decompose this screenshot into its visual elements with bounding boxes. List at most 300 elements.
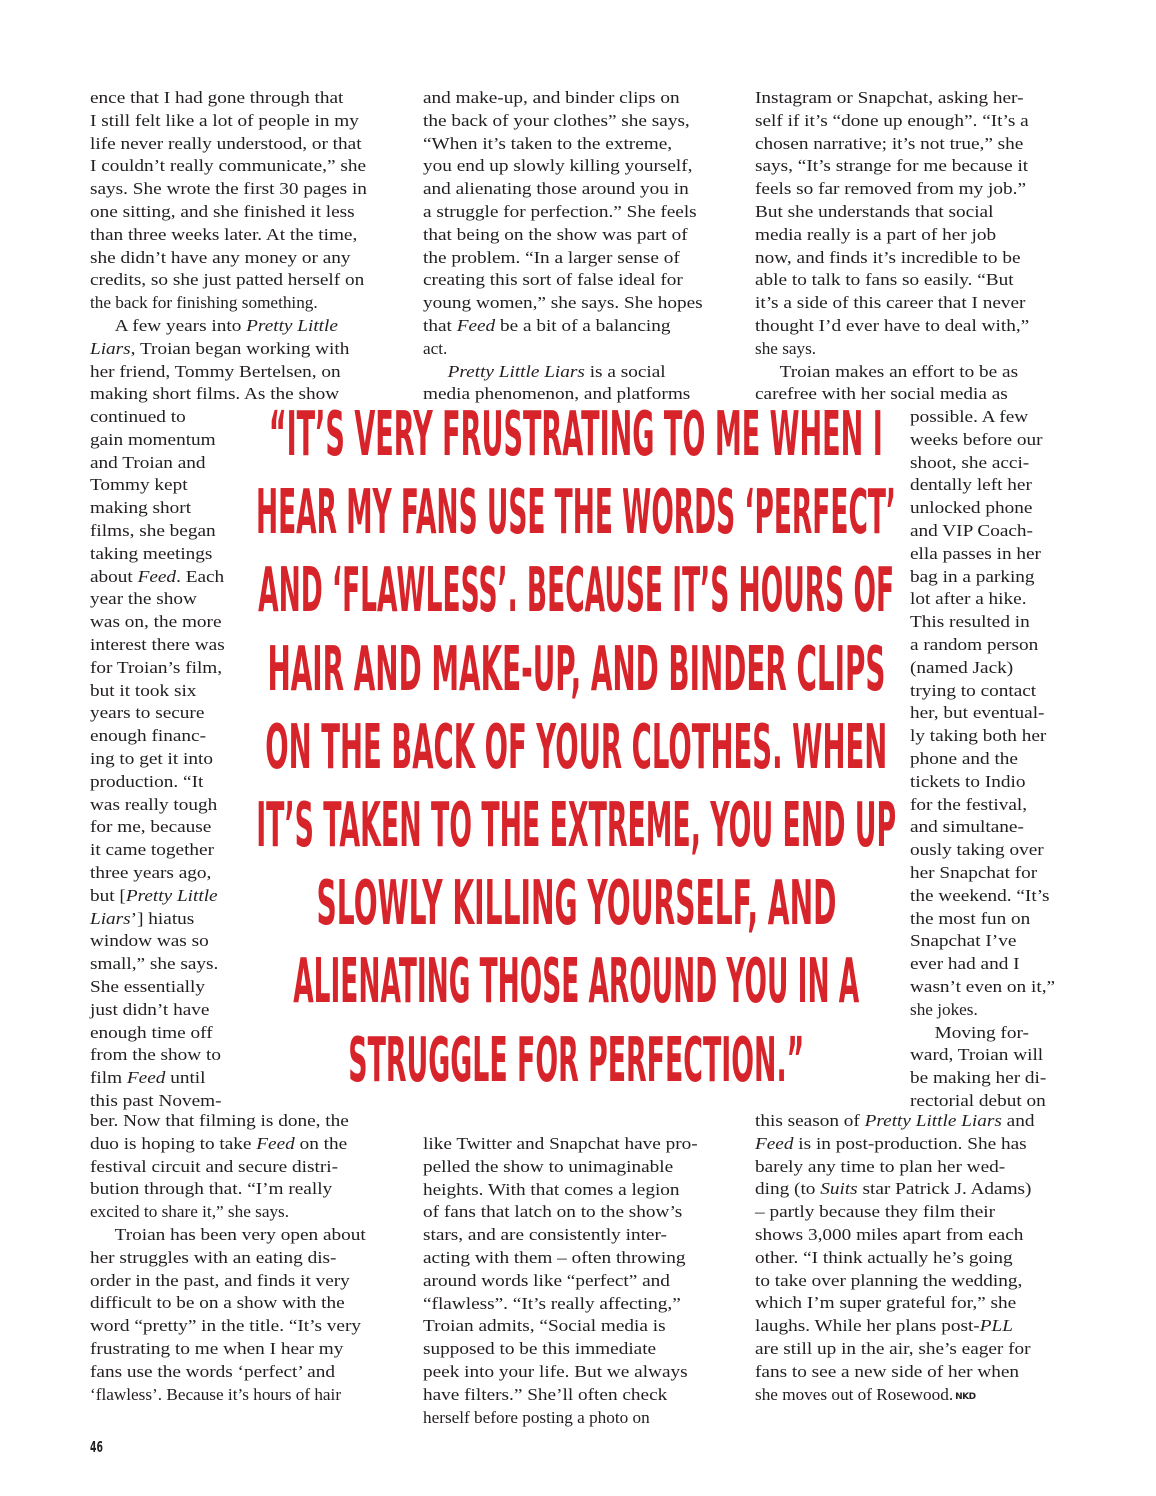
text-line xyxy=(755,133,1113,156)
text-run: carefree with her social media as xyxy=(755,384,1008,404)
text-run: ence that I had gone through that xyxy=(90,88,344,107)
text-line xyxy=(90,999,258,1022)
pull-quote-line xyxy=(240,1022,912,1100)
text-run: it came together xyxy=(90,840,215,860)
text-run: feels so far removed from my job.” xyxy=(755,179,1027,199)
text-line xyxy=(90,976,258,999)
italic-text: Feed xyxy=(256,1133,295,1153)
text-line xyxy=(90,839,258,862)
text-line xyxy=(90,474,258,497)
text-run: like Twitter and Snapchat have pro- xyxy=(423,1134,698,1153)
text-run: barely any time to plan her wed- xyxy=(755,1156,1006,1176)
text-run: a struggle for perfection.” She feels xyxy=(423,201,697,221)
text-line xyxy=(910,474,1089,497)
pull-quote-line xyxy=(240,787,912,865)
text-line xyxy=(90,725,258,748)
text-line xyxy=(90,338,448,361)
text-run: Instagram or Snapchat, asking her- xyxy=(755,88,1024,107)
pull-quote-text: HAIR AND MAKE-UP, AND BINDER CLIPS xyxy=(267,634,885,705)
text-run: small,” she says. xyxy=(90,954,219,974)
text-line xyxy=(910,566,1089,589)
text-run: which I’m super grateful for,” she xyxy=(755,1293,1017,1313)
pull-quote-line xyxy=(240,943,912,1021)
text-run: thought I’d ever have to deal with,” xyxy=(755,315,1030,335)
text-line xyxy=(90,429,258,452)
pull-quote-line xyxy=(240,552,912,630)
text-run: says, “It’s strange for me because it xyxy=(755,156,1029,176)
text-line xyxy=(910,771,1089,794)
text-line xyxy=(755,110,1113,133)
pull-quote-text: HEAR MY FANS USE THE WORDS ‘PERFECT’ xyxy=(255,477,897,549)
text-line xyxy=(423,1156,781,1179)
text-run: film xyxy=(90,1068,127,1088)
text-line xyxy=(423,133,781,156)
text-run: her struggles with an eating dis- xyxy=(90,1247,337,1267)
page-number: 46 xyxy=(90,1438,103,1456)
text-run: three years ago, xyxy=(90,862,212,882)
text-line xyxy=(755,1110,1113,1133)
text-run: . Each xyxy=(176,566,225,586)
text-line xyxy=(423,269,781,292)
text-run: weeks before our xyxy=(910,429,1043,449)
text-run: ever had and I xyxy=(910,954,1020,974)
italic-text: Pretty Little xyxy=(246,315,338,335)
text-run: supposed to be this immediate xyxy=(423,1339,657,1359)
text-run: the weekend. “It’s xyxy=(910,885,1050,905)
text-run: I still felt like a lot of people in my xyxy=(90,110,359,130)
text-run: lot after a hike. xyxy=(910,589,1027,609)
text-run: it’s a side of this career that I never xyxy=(755,293,1026,313)
text-run: continued to xyxy=(90,407,186,426)
text-line xyxy=(755,1292,1113,1315)
text-run: herself before posting a photo on xyxy=(423,1407,650,1427)
text-line xyxy=(423,1201,781,1224)
text-run: I couldn’t really communicate,” she xyxy=(90,156,367,176)
italic-text: Feed xyxy=(755,1133,794,1153)
text-line xyxy=(90,87,448,110)
text-run: her Snapchat for xyxy=(910,862,1038,882)
italic-text: Feed xyxy=(456,315,496,335)
text-run: peek into your life. But we always xyxy=(423,1361,688,1381)
text-run: than three weeks later. At the time, xyxy=(90,224,358,244)
text-line xyxy=(423,1179,781,1202)
text-line xyxy=(423,292,781,315)
text-line xyxy=(755,247,1113,270)
text-run: she didn’t have any money or any xyxy=(90,247,351,267)
text-run: is in post-production. She has xyxy=(793,1133,1027,1153)
text-run: ly taking both her xyxy=(910,726,1047,746)
text-line xyxy=(423,361,781,384)
text-line xyxy=(90,1156,448,1179)
text-line xyxy=(910,680,1089,703)
text-run: ward, Troian will xyxy=(910,1045,1044,1065)
text-line xyxy=(90,680,258,703)
text-run: media phenomenon, and platforms xyxy=(423,384,691,404)
text-line xyxy=(90,1044,258,1067)
text-line xyxy=(910,794,1089,817)
end-mark: NKD xyxy=(955,1391,976,1402)
text-run: have filters.” She’ll often check xyxy=(423,1384,668,1404)
text-line xyxy=(910,999,1070,1022)
text-line xyxy=(910,1022,1089,1045)
text-run: and VIP Coach- xyxy=(910,520,1033,540)
text-line xyxy=(90,1224,448,1247)
text-line xyxy=(90,1201,410,1224)
text-line xyxy=(90,1133,448,1156)
text-run: on the xyxy=(294,1133,348,1153)
text-line xyxy=(90,1022,258,1045)
text-run: one sitting, and she finished it less xyxy=(90,201,355,221)
text-line xyxy=(423,155,781,178)
text-line xyxy=(423,201,781,224)
text-run: shows 3,000 miles apart from each xyxy=(755,1224,1024,1244)
text-line xyxy=(423,1338,781,1361)
text-line xyxy=(910,1044,1089,1067)
text-run: she jokes. xyxy=(910,999,978,1019)
text-line xyxy=(90,702,258,725)
pull-quote-line xyxy=(240,865,912,943)
text-run: and simultane- xyxy=(910,817,1024,837)
column-1-bottom-text xyxy=(90,1110,410,1406)
column-3-top-text xyxy=(755,87,1075,406)
text-line xyxy=(755,1201,1113,1224)
column-2-bottom-text xyxy=(423,1133,743,1429)
column-1-wrap-text xyxy=(90,406,240,1113)
text-run: Troian admits, “Social media is xyxy=(423,1316,666,1336)
text-line xyxy=(90,247,448,270)
column-2-top-text xyxy=(423,87,743,406)
text-run: around words like “perfect” and xyxy=(423,1270,670,1290)
text-line xyxy=(910,497,1089,520)
text-line xyxy=(90,1338,448,1361)
text-line xyxy=(910,429,1089,452)
text-run: just didn’t have xyxy=(90,999,210,1019)
text-line xyxy=(90,315,448,338)
pull-quote-line xyxy=(240,709,912,787)
text-run: , Troian began working with xyxy=(130,338,350,358)
text-run: her, but eventual- xyxy=(910,703,1045,723)
text-line xyxy=(910,953,1089,976)
text-run: possible. A few xyxy=(910,407,1029,426)
text-line xyxy=(90,908,258,931)
text-line xyxy=(423,110,781,133)
text-line xyxy=(90,224,448,247)
text-line xyxy=(90,748,258,771)
text-run: “When it’s taken to the extreme, xyxy=(423,133,673,153)
text-run: enough financ- xyxy=(90,726,206,746)
text-line xyxy=(90,1247,448,1270)
text-run: laughs. While her plans post- xyxy=(755,1316,980,1336)
text-run: shoot, she acci- xyxy=(910,452,1030,472)
text-run: says. She wrote the first 30 pages in xyxy=(90,179,367,199)
text-run: enough time off xyxy=(90,1022,213,1042)
text-run: excited to share it,” she says. xyxy=(90,1202,290,1222)
text-run: ella passes in her xyxy=(910,543,1041,563)
text-run: but [ xyxy=(90,885,126,905)
text-line xyxy=(423,1247,781,1270)
column-3-bottom-text xyxy=(755,1110,1075,1408)
text-line xyxy=(423,224,781,247)
text-run: year the show xyxy=(90,589,197,609)
text-line xyxy=(910,406,1089,429)
text-line xyxy=(423,1270,781,1293)
column-1-top-text xyxy=(90,87,410,406)
text-line xyxy=(90,816,258,839)
text-line xyxy=(910,816,1089,839)
text-line xyxy=(90,1384,410,1407)
text-run: now, and finds it’s incredible to be xyxy=(755,247,1021,267)
text-run: about xyxy=(90,566,138,586)
italic-text: Pretty Little xyxy=(125,885,218,905)
text-run: But she understands that social xyxy=(755,201,994,221)
text-line xyxy=(90,520,258,543)
text-run: difficult to be on a show with the xyxy=(90,1293,345,1313)
text-run: this season of xyxy=(755,1111,865,1130)
text-line xyxy=(755,361,1113,384)
italic-text: Feed xyxy=(137,566,177,586)
text-line xyxy=(910,862,1089,885)
text-run: dentally left her xyxy=(910,475,1032,495)
text-run: This resulted in xyxy=(910,612,1030,632)
text-run: self if it’s “done up enough”. “It’s a xyxy=(755,110,1029,130)
text-run: chosen narrative; it’s not true,” she xyxy=(755,133,1024,153)
text-line xyxy=(423,1384,781,1407)
text-run: duo is hoping to take xyxy=(90,1133,257,1153)
text-line xyxy=(90,1292,448,1315)
text-line xyxy=(755,1270,1113,1293)
text-line xyxy=(755,1338,1113,1361)
text-line xyxy=(90,292,410,315)
text-run: She essentially xyxy=(90,976,205,996)
text-line xyxy=(90,178,448,201)
text-line xyxy=(910,885,1089,908)
text-run: creating this sort of false ideal for xyxy=(423,270,683,290)
text-run: her friend, Tommy Bertelsen, on xyxy=(90,361,341,381)
text-run: ‘flawless’. Because it’s hours of hair xyxy=(90,1384,342,1404)
text-run: be making her di- xyxy=(910,1068,1047,1088)
text-run: years to secure xyxy=(90,703,205,723)
text-run: Snapchat I’ve xyxy=(910,931,1017,951)
text-line xyxy=(910,588,1089,611)
italic-text: Liars xyxy=(90,338,131,358)
text-line xyxy=(755,269,1113,292)
text-run: ing to get it into xyxy=(90,748,213,768)
text-run: ously taking over xyxy=(910,840,1044,860)
text-run: festival circuit and secure distri- xyxy=(90,1156,339,1176)
text-line xyxy=(90,133,448,156)
text-run: – partly because they film their xyxy=(755,1202,996,1222)
text-line xyxy=(90,657,258,680)
text-run: and xyxy=(1001,1111,1035,1130)
text-run: bag in a parking xyxy=(910,566,1035,586)
pull-quote-line xyxy=(240,631,912,709)
pull-quote-text: STRUGGLE FOR PERFECTION.” xyxy=(348,1025,804,1096)
text-run: was on, the more xyxy=(90,612,222,632)
text-line xyxy=(90,1315,448,1338)
text-run: ’] hiatus xyxy=(130,908,195,928)
text-run: she says. xyxy=(755,338,817,358)
text-run: word “pretty” in the title. “It’s very xyxy=(90,1316,362,1336)
text-run: that xyxy=(423,315,457,335)
text-line xyxy=(90,155,448,178)
italic-text: Suits xyxy=(820,1179,858,1199)
text-line xyxy=(423,1361,781,1384)
text-line xyxy=(423,178,781,201)
text-run: production. “It xyxy=(90,771,204,791)
pull-quote-line xyxy=(240,396,912,474)
text-run: Troian makes an effort to be as xyxy=(779,361,1019,381)
text-line xyxy=(910,543,1089,566)
text-line xyxy=(755,338,1075,361)
text-line xyxy=(90,885,258,908)
text-line xyxy=(90,1361,448,1384)
text-line xyxy=(90,794,258,817)
text-line xyxy=(755,1224,1113,1247)
text-run: fans use the words ‘perfect’ and xyxy=(90,1361,335,1381)
italic-text: Pretty Little Liars xyxy=(447,361,585,381)
text-line xyxy=(90,497,258,520)
text-line xyxy=(90,269,448,292)
pull-quote-text: AND ‘FLAWLESS’. BECAUSE IT’S HOURS OF xyxy=(258,555,894,627)
text-line xyxy=(910,657,1089,680)
text-run: able to talk to fans so easily. “But xyxy=(755,270,1014,290)
text-run: rectorial debut on xyxy=(910,1090,1046,1110)
text-run: films, she began xyxy=(90,520,216,540)
text-run: wasn’t even on it,” xyxy=(910,976,1056,996)
text-run: order in the past, and finds it very xyxy=(90,1270,350,1290)
text-line xyxy=(90,634,258,657)
italic-text: Feed xyxy=(126,1068,166,1088)
text-run: for Troian’s film, xyxy=(90,657,223,677)
text-line xyxy=(423,338,743,361)
text-line xyxy=(423,1407,743,1430)
text-run: credits, so she just patted herself on xyxy=(90,270,365,290)
italic-text: PLL xyxy=(979,1316,1013,1336)
text-run: was really tough xyxy=(90,794,218,814)
text-line xyxy=(910,611,1089,634)
italic-text: Liars xyxy=(90,908,131,928)
text-line xyxy=(423,315,781,338)
text-line xyxy=(755,201,1113,224)
text-run: you end up slowly killing yourself, xyxy=(423,156,693,176)
text-line xyxy=(755,178,1113,201)
text-run: that being on the show was part of xyxy=(423,224,688,244)
text-line xyxy=(755,315,1113,338)
text-run: unlocked phone xyxy=(910,498,1033,518)
text-line xyxy=(755,155,1113,178)
text-run: but it took six xyxy=(90,680,197,700)
text-run: star Patrick J. Adams) xyxy=(857,1179,1032,1199)
text-line xyxy=(423,1133,781,1156)
text-run: the back for finishing something. xyxy=(90,293,318,313)
text-run: the most fun on xyxy=(910,908,1031,928)
text-run: window was so xyxy=(90,931,209,951)
text-run: pelled the show to unimaginable xyxy=(423,1156,674,1176)
text-run: other. “I think actually he’s going xyxy=(755,1247,1013,1267)
pull-quote xyxy=(240,396,912,1100)
text-run: to take over planning the wedding, xyxy=(755,1270,1023,1290)
text-run: frustrating to me when I hear my xyxy=(90,1338,344,1358)
text-line xyxy=(423,1293,781,1316)
text-line xyxy=(90,406,258,429)
text-run: Moving for- xyxy=(934,1022,1029,1042)
text-line xyxy=(910,976,1089,999)
text-run: for the festival, xyxy=(910,794,1028,814)
text-run: taking meetings xyxy=(90,543,213,563)
text-line xyxy=(423,1315,781,1338)
text-run: acting with them – often throwing xyxy=(423,1247,686,1267)
text-line xyxy=(910,520,1089,543)
text-run: (named Jack) xyxy=(910,657,1014,677)
text-run: Troian has been very open about xyxy=(114,1224,366,1244)
text-line xyxy=(755,87,1113,110)
text-run: bution through that. “I’m really xyxy=(90,1179,333,1199)
text-line xyxy=(910,725,1089,748)
text-line xyxy=(755,1133,1113,1156)
text-run: ber. Now that filming is done, the xyxy=(90,1111,349,1130)
text-line xyxy=(90,1067,258,1090)
text-run: tickets to Indio xyxy=(910,771,1026,791)
text-run: media really is a part of her job xyxy=(755,224,997,244)
text-line xyxy=(423,1224,781,1247)
text-run: gain momentum xyxy=(90,429,216,449)
text-run: and make-up, and binder clips on xyxy=(423,88,680,107)
text-line xyxy=(90,543,258,566)
text-line xyxy=(910,930,1089,953)
text-run: Tommy kept xyxy=(90,475,188,495)
text-run: “flawless”. “It’s really affecting,” xyxy=(423,1293,681,1313)
text-line xyxy=(90,361,448,384)
pull-quote-text: SLOWLY KILLING YOURSELF, AND xyxy=(316,868,837,940)
text-run: making short xyxy=(90,498,192,518)
text-line xyxy=(423,87,781,110)
pull-quote-text: ON THE BACK OF YOUR CLOTHES. WHEN xyxy=(265,712,888,784)
text-run: be a bit of a balancing xyxy=(495,315,671,335)
text-line xyxy=(755,1361,1113,1384)
text-run: stars, and are consistently inter- xyxy=(423,1225,667,1245)
text-line xyxy=(90,588,258,611)
text-run: she moves out of Rosewood. xyxy=(755,1384,954,1404)
text-line xyxy=(755,1384,1075,1409)
italic-text: Pretty Little Liars xyxy=(864,1111,1002,1130)
pull-quote-line xyxy=(240,474,912,552)
text-run: ding (to xyxy=(755,1179,821,1199)
text-line xyxy=(90,1110,448,1133)
text-line xyxy=(90,1178,448,1201)
text-line xyxy=(90,953,258,976)
text-run: until xyxy=(165,1068,206,1088)
text-line xyxy=(910,1067,1089,1090)
text-run: interest there was xyxy=(90,634,225,654)
text-run: phone and the xyxy=(910,748,1018,768)
text-line xyxy=(90,201,448,224)
column-3-wrap-text xyxy=(910,406,1070,1113)
text-line xyxy=(755,1178,1113,1201)
text-line xyxy=(90,930,258,953)
text-line xyxy=(90,566,258,589)
text-run: making short films. As the show xyxy=(90,384,340,404)
text-line xyxy=(90,611,258,634)
text-line xyxy=(755,292,1113,315)
text-line xyxy=(755,224,1113,247)
text-run: heights. With that comes a legion xyxy=(423,1179,680,1199)
text-run: A few years into xyxy=(114,315,247,335)
text-run: act. xyxy=(423,338,448,358)
text-run: the back of your clothes” she says, xyxy=(423,110,690,130)
text-line xyxy=(90,771,258,794)
text-line xyxy=(90,452,258,475)
text-run: and Troian and xyxy=(90,452,206,472)
